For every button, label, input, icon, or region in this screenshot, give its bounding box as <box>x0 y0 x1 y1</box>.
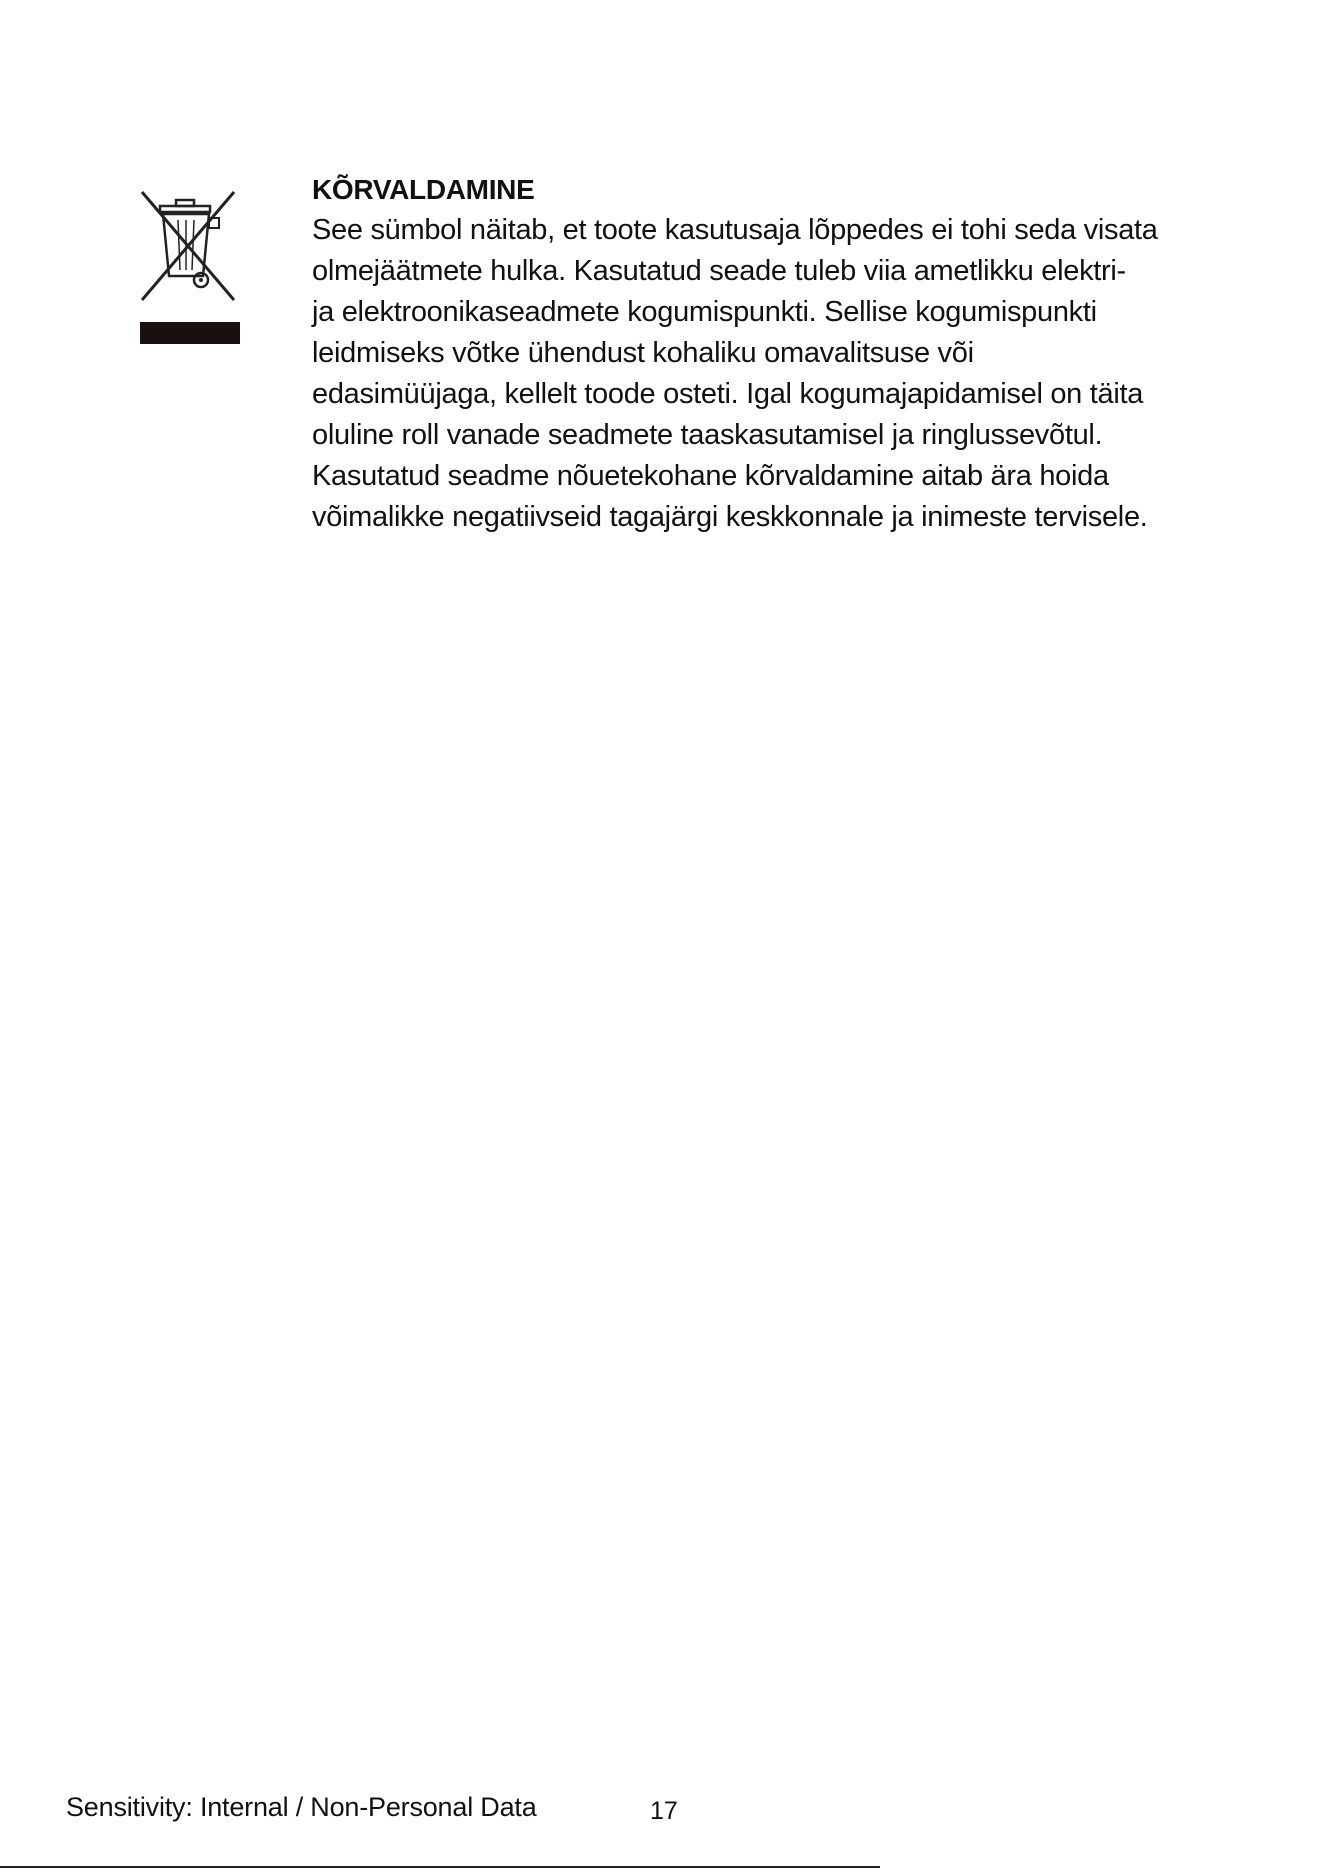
body-line: olmejäätmete hulka. Kasutatud seade tuleb viia ametlikku elektri- <box>312 255 1126 287</box>
section-heading: KÕRVALDAMINE <box>312 174 535 205</box>
section-body <box>312 210 1242 538</box>
body-line: See sümbol näitab, et toote kasutusaja lõppedes ei tohi seda visata <box>312 214 1158 246</box>
body-line: võimalikke negatiivseid tagajärgi keskkonnale ja inimeste tervisele. <box>312 501 1148 533</box>
page-number: 17 <box>650 1797 678 1825</box>
bottom-divider <box>0 1866 880 1868</box>
sensitivity-label: Sensitivity: Internal / Non-Personal Data <box>66 1792 537 1822</box>
weee-bin-icon <box>130 188 250 348</box>
body-line: ja elektroonikaseadmete kogumispunkti. Sellise kogumispunkti <box>312 296 1097 328</box>
body-line: Kasutatud seadme nõuetekohane kõrvaldamine aitab ära hoida <box>312 460 1109 492</box>
body-line: leidmiseks võtke ühendust kohaliku omavalitsuse või <box>312 337 974 369</box>
body-line: edasimüüjaga, kellelt toode osteti. Igal kogumajapidamisel on täita <box>312 378 1144 410</box>
body-line: oluline roll vanade seadmete taaskasutamisel ja ringlussevõtul. <box>312 419 1103 451</box>
disposal-section <box>312 170 1242 538</box>
